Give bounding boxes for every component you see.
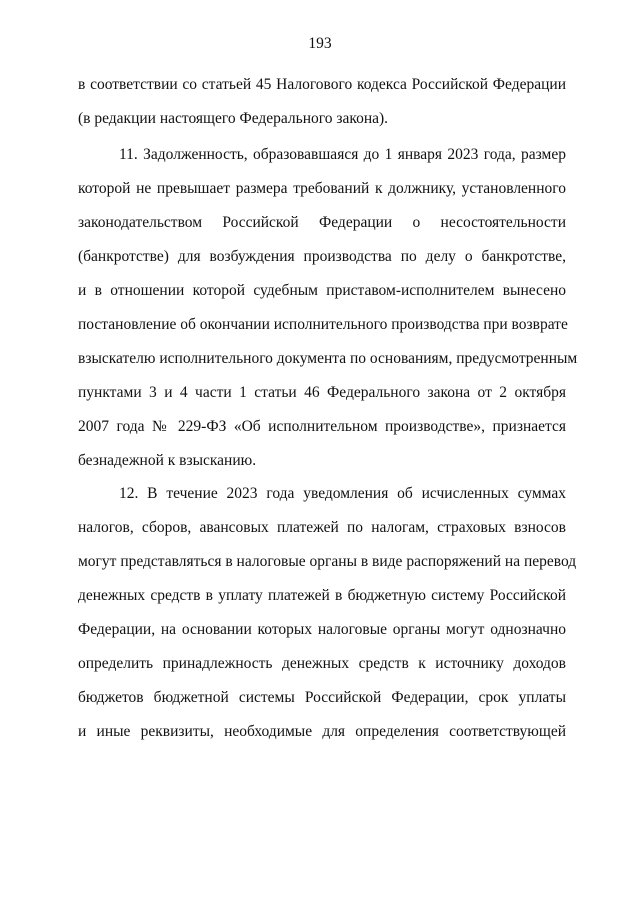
text-line: 12. В течение 2023 года уведомления об исчисленных суммах bbox=[119, 485, 566, 502]
text-line: 2007 года № 229-ФЗ «Об исполнительном производстве», признается bbox=[78, 418, 566, 435]
text-line: которой не превышает размера требований к должнику, установленного bbox=[78, 180, 566, 197]
text-line: и иные реквизиты, необходимые для определения соответствующей bbox=[78, 723, 566, 740]
text-line: Федерации, на основании которых налоговые органы могут однозначно bbox=[78, 621, 566, 638]
text-line: (в редакции настоящего Федерального закона). bbox=[78, 110, 389, 127]
paragraph-item-11 bbox=[78, 138, 578, 478]
text-line: денежных средств в уплату платежей в бюджетную систему Российской bbox=[78, 587, 566, 604]
text-line: пунктами 3 и 4 части 1 статьи 46 Федерального закона от 2 октября bbox=[78, 384, 566, 401]
text-line: (банкротстве) для возбуждения производства по делу о банкротстве, bbox=[78, 248, 566, 265]
text-line: постановление об окончании исполнительного производства при возврате bbox=[78, 316, 568, 333]
text-line: взыскателю исполнительного документа по основаниям, предусмотренным bbox=[78, 350, 578, 367]
text-line: в соответствии со статьей 45 Налогового кодекса Российской Федерации bbox=[78, 76, 566, 93]
page-number: 193 bbox=[308, 35, 332, 52]
paragraph-item-12 bbox=[78, 477, 577, 749]
text-line: определить принадлежность денежных средств к источнику доходов bbox=[78, 655, 566, 672]
text-line: законодательством Российской Федерации о несостоятельности bbox=[78, 214, 566, 231]
text-line: и в отношении которой судебным приставом-исполнителем вынесено bbox=[78, 282, 566, 299]
text-line: налогов, сборов, авансовых платежей по налогам, страховых взносов bbox=[78, 519, 566, 536]
paragraph-continuation bbox=[78, 68, 566, 136]
text-line: безнадежной к взысканию. bbox=[78, 452, 257, 469]
text-line: 11. Задолженность, образовавшаяся до 1 января 2023 года, размер bbox=[119, 146, 566, 163]
text-line: бюджетов бюджетной системы Российской Федерации, срок уплаты bbox=[78, 689, 566, 706]
text-line: могут представляться в налоговые органы в виде распоряжений на перевод bbox=[78, 553, 577, 570]
